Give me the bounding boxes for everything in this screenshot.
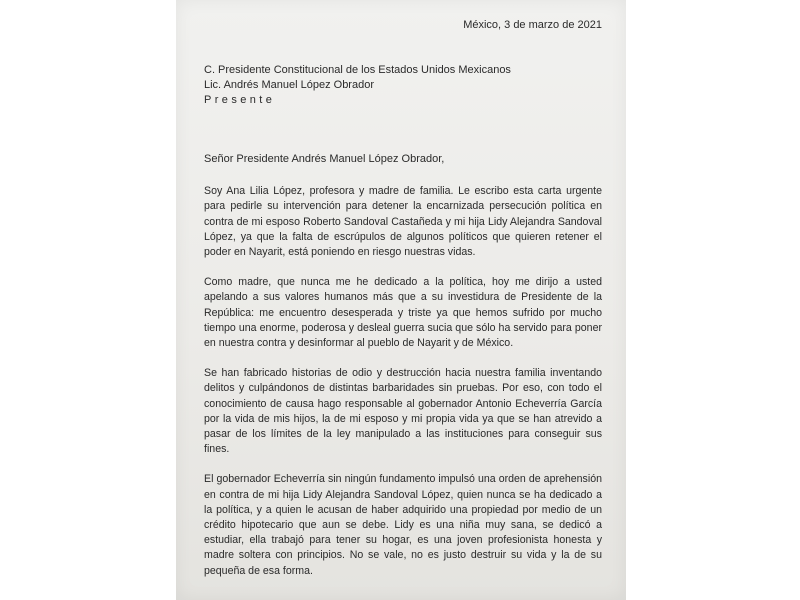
recipient-presente: Presente [204, 94, 276, 106]
letter-date: México, 3 de marzo de 2021 [463, 19, 602, 31]
paragraph-3: Se han fabricado historias de odio y destrucción hacia nuestra familia inventando delitos y culpándonos de distintas barbaridades sin pruebas. Por eso, con todo el conocimiento de causa hago responsable al gobernador Antonio Echeverría García por la vida de mis hijos, la de mi esposo y mi propia vida ya que se han atrevido a pasar de los límites de la ley manipulado a las instituciones para conseguir sus fines. [204, 367, 602, 456]
recipient-name: Lic. Andrés Manuel López Obrador [204, 79, 374, 91]
paragraph-4: El gobernador Echeverría sin ningún fundamento impulsó una orden de aprehensión en contra de mi hija Lidy Alejandra Sandoval López, quien nunca se ha dedicado a la política, y a quien le acusan de haber adquirido una propiedad por medio de un crédito hipotecario que aun se debe. Lidy es una niña muy sana, se dedicó a estudiar, ella trabajó para tener su hogar, es una joven profesionista honesta y madre soltera con principios. No se vale, no es justo destruir su vida y la de su pequeña de esa forma. [204, 473, 602, 577]
letter-body [204, 152, 602, 594]
paragraph-1: Soy Ana Lilia López, profesora y madre de familia. Le escribo esta carta urgente para pedirle su intervención para detener la encarnizada persecución política en contra de mi esposo Roberto Sandoval Castañeda y mi hija Lidy Alejandra Sandoval López, ya que la falta de escrúpulos de algunos políticos que quieren retener el poder en Nayarit, está poniendo en riesgo nuestras vidas. [204, 185, 602, 259]
salutation: Señor Presidente Andrés Manuel López Obrador, [204, 153, 445, 165]
recipient-title: C. Presidente Constitucional de los Estados Unidos Mexicanos [204, 64, 511, 76]
paragraph-2: Como madre, que nunca me he dedicado a la política, hoy me dirijo a usted apelando a sus valores humanos más que a su investidura de Presidente de la República: me encuentro desesperada y triste ya que hemos sufrido por mucho tiempo una enorme, poderosa y desleal guerra sucia que sólo ha servido para poner en nuestra contra y desinformar al pueblo de Nayarit y de México. [204, 276, 602, 350]
letter-page [176, 0, 626, 600]
recipient-block [204, 63, 511, 108]
